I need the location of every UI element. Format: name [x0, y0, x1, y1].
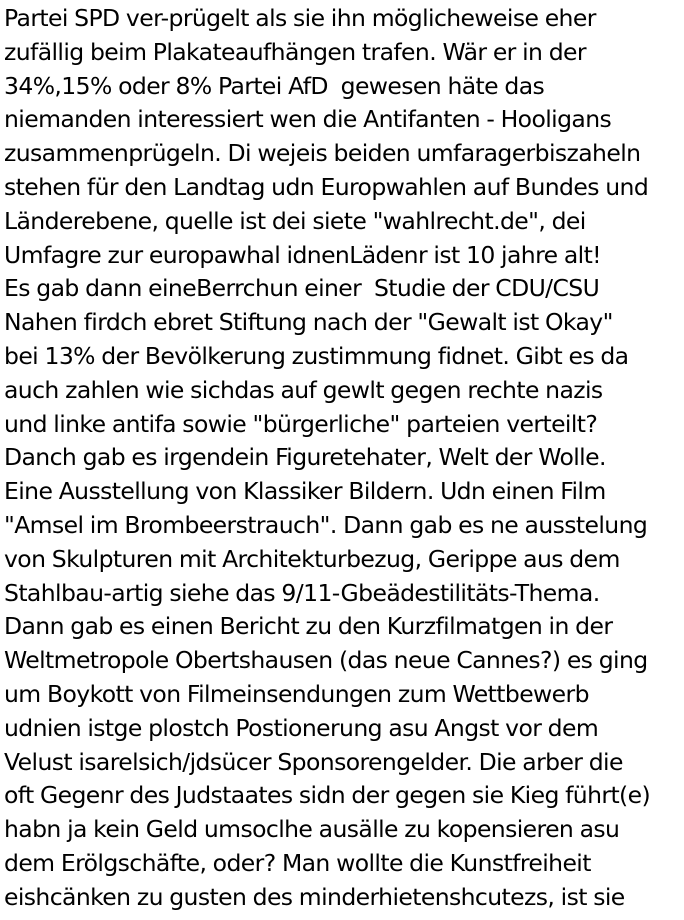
text-line-27: eishcänken zu gusten des minderhietenshcutezs, ist sie: [4, 882, 625, 911]
text-line-4: niemanden interessiert wen die Antifanten - Hooligans: [4, 105, 612, 134]
text-line-22: udnien istge plostch Postionerung asu Angst vor dem: [4, 713, 599, 742]
text-line-15: Eine Ausstellung von Klassiker Bildern. Udn einen Film: [4, 477, 606, 506]
text-line-13: und linke antifa sowie "bürgerliche" parteien verteilt?: [4, 409, 598, 438]
text-line-9: Es gab dann eineBerrchun einer Studie der CDU/CSU: [4, 274, 600, 303]
text-line-6: stehen für den Landtag udn Europwahlen auf Bundes und: [4, 172, 649, 201]
text-line-19: Dann gab es einen Bericht zu den Kurzfilmatgen in der: [4, 612, 613, 641]
document-text-block: [4, 2, 682, 915]
text-line-7: Länderebene, quelle ist dei siete "wahlrecht.de", dei: [4, 206, 586, 235]
text-line-21: um Boykott von Filmeinsendungen zum Wettbewerb: [4, 679, 589, 708]
text-line-17: von Skulpturen mit Architekturbezug, Gerippe aus dem: [4, 544, 620, 573]
text-line-23: Velust isarelsich/jdsücer Sponsorengelder. Die arber die: [4, 747, 623, 776]
text-line-26: dem Erölgschäfte, oder? Man wollte die Kunstfreiheit: [4, 848, 591, 877]
text-line-11: bei 13% der Bevölkerung zustimmung fidnet. Gibt es da: [4, 341, 629, 370]
text-line-12: auch zahlen wie sichdas auf gewlt gegen rechte nazis: [4, 375, 603, 404]
text-line-8: Umfagre zur europawhal idnenLädenr ist 10 jahre alt!: [4, 240, 602, 269]
text-line-20: Weltmetropole Obertshausen (das neue Cannes?) es ging: [4, 646, 648, 675]
text-line-14: Danch gab es irgendein Figuretehater, Welt der Wolle.: [4, 443, 606, 472]
text-line-3: 34%,15% oder 8% Partei AfD gewesen häte das: [4, 71, 545, 100]
text-line-16: "Amsel im Brombeerstrauch". Dann gab es ne ausstelung: [4, 510, 648, 539]
text-line-18: Stahlbau-artig siehe das 9/11-Gbeädestilitäts-Thema.: [4, 578, 600, 607]
text-line-5: zusammenprügeln. Di wejeis beiden umfaragerbiszaheln: [4, 139, 641, 168]
text-line-1: Partei SPD ver-prügelt als sie ihn möglicheweise eher: [4, 4, 596, 32]
text-line-10: Nahen firdch ebret Stiftung nach der "Gewalt ist Okay": [4, 308, 613, 337]
text-line-2: zufällig beim Plakateaufhängen trafen. Wär er in der: [4, 37, 586, 66]
text-line-24: oft Gegenr des Judstaates sidn der gegen sie Kieg führt(e): [4, 781, 651, 810]
text-line-25: habn ja kein Geld umsoclhe ausälle zu kopensieren asu: [4, 815, 620, 844]
